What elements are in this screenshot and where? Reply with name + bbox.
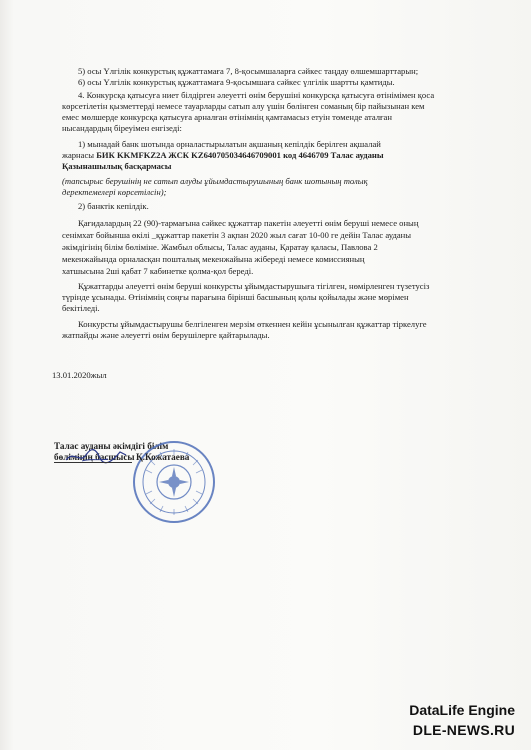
watermark-line-1: DataLife Engine bbox=[409, 702, 515, 718]
contribution-word: жарнасы bbox=[62, 150, 95, 160]
bank-details: БИК KKMFKZ2A ЖСК KZ640705034646709001 код 4646709 Талас ауданы bbox=[96, 150, 384, 160]
submission-line-2: түрінде ұсынады. Өтінімнің соңғы парағына бірінші басшының қолы қойылады және мөрімен bbox=[62, 292, 409, 302]
watermark-line-2: DLE-NEWS.RU bbox=[412, 722, 515, 738]
document-date: 13.01.2020жыл bbox=[52, 370, 107, 380]
handwritten-signature-icon bbox=[60, 446, 130, 466]
item-5: 5) осы Үлгілік конкурстық құжаттамаға 7, 8-қосымшаларға сәйкес таңдау өлшемшарттарын; bbox=[78, 66, 419, 76]
signatory-name: Қ.Кожатаева bbox=[136, 452, 190, 462]
signatory-title-line-1: Талас ауданы әкімдігі білім bbox=[54, 441, 169, 451]
instruction-line-1: (тапсырыс берушінің не сатып алуды ұйымдастырушының банк шотының толық bbox=[62, 176, 368, 186]
clause-4-line-3: емес мөлшерде конкурсқа қатысуға арналған өтінімнің қамтамасыз етуін төменде аталған bbox=[62, 112, 392, 122]
delivery-line-5: хатшысына 2ші қабат 7 кабинетке қолма-қол береді. bbox=[62, 266, 254, 276]
delivery-line-2: сенімхат бойынша өкілі _құжаттар пакетін 3 ақпан 2020 жыл сағат 10-00 ге дейін Талас ауданы bbox=[62, 230, 412, 240]
option-1-line-1: 1) мынадай банк шотында орналастырылатын ақшаның кепілдік берілген ақшалай bbox=[78, 139, 381, 149]
signatory-title-line-2: бөлімінің басшысы bbox=[54, 452, 135, 462]
signature-line bbox=[54, 462, 132, 463]
clause-4-line-4: нысандардың біреуімен енгізеді: bbox=[62, 123, 182, 133]
submission-line-1: Құжаттарды әлеуетті өнім беруші конкурсты ұйымдастырушыға тігілген, нөмірленген түзетусіз bbox=[78, 281, 430, 291]
clause-4-line-2: көрсетілетін қызметтерді немесе тауарларды сатып алу үшін бөлінген соманың бір пайызынан кем bbox=[62, 101, 425, 111]
option-2: 2) банктік кепілдік. bbox=[78, 201, 149, 211]
return-line-2: жатпайды және әлеуетті өнім берушілерге қайтарылады. bbox=[62, 330, 270, 340]
item-6: 6) осы Үлгілік конкурстық құжаттамаға 9-қосымшаға сәйкес үлгілік шартты қамтиды. bbox=[78, 77, 395, 87]
return-line-1: Конкурсты ұйымдастырушы белгіленген мерзім өткеннен кейін ұсынылған құжаттар тіркелуге bbox=[78, 319, 427, 329]
submission-line-3: бекітіледі. bbox=[62, 303, 100, 313]
delivery-line-3: әкімдігінің білім бөлімінe. Жамбыл облысы, Талас ауданы, Қаратау қаласы, Павлова 2 bbox=[62, 242, 378, 252]
option-1-line-2 bbox=[62, 150, 384, 161]
delivery-line-1: Қағидалардың 22 (90)-тармағына сәйкес құжаттар пакетін әлеуетті өнім беруші немесе оның bbox=[78, 218, 419, 228]
clause-4-line-1: 4. Конкурсқа қатысуға ниет білдірген әлеуетті өнім берушіні конкурсқа қатысуға өтінімімен қоса bbox=[78, 90, 435, 100]
instruction-line-2: деректемелері көрсетілсін); bbox=[62, 187, 167, 197]
delivery-line-4: мекенжайында орналасқан пошталық мекенжайына жібереді немесе комиссияның bbox=[62, 254, 365, 264]
bank-details-line-2: Қазынашылық басқармасы bbox=[62, 161, 172, 171]
